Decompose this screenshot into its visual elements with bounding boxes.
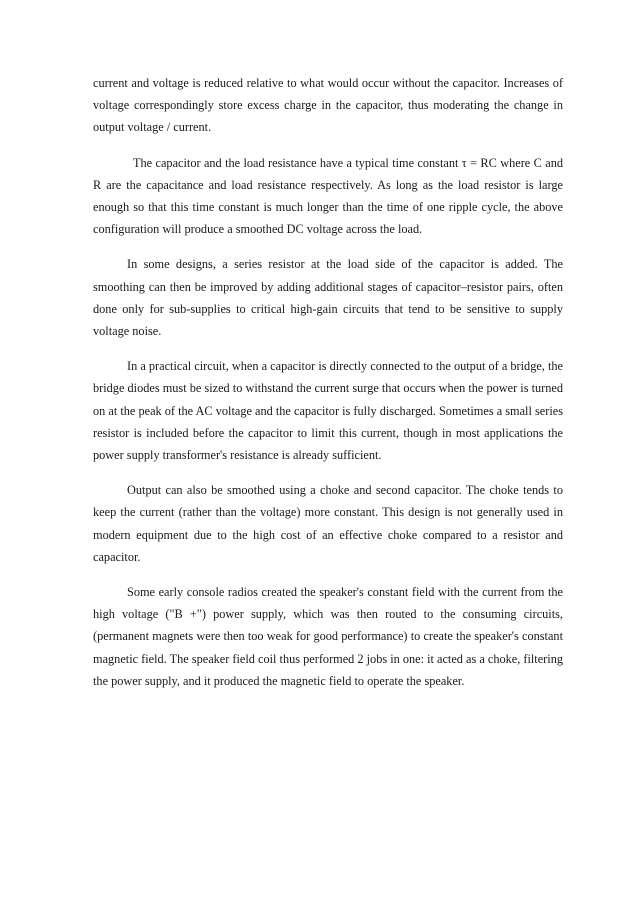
paragraph-series-resistor: In some designs, a series resistor at the load side of the capacitor is added. The smoothing can then be improved by adding additional stages of capacitor–resistor pairs, often done only for sub-supplies to critical high-gain circuits that tend to be sensitive to supply voltage noise. <box>93 257 563 339</box>
paragraph-choke-smoothing: Output can also be smoothed using a choke and second capacitor. The choke tends to keep the current (rather than the voltage) more constant. This design is not generally used in modern equipment due to the high cost of an effective choke compared to a resistor and capacitor. <box>93 483 563 564</box>
paragraph-console-radios: Some early console radios created the speaker's constant field with the current from the high voltage ("B +") power supply, which was then routed to the consuming circuits, (permanent magnets were then too weak for good performance) to create the speaker's constant magnetic field. The speaker field coil thus performed 2 jobs in one: it acted as a choke, filtering the power supply, and it produced the magnetic field to operate the speaker. <box>93 585 563 688</box>
body-text <box>93 72 563 705</box>
paragraph-practical-circuit: In a practical circuit, when a capacitor is directly connected to the output of a bridge, the bridge diodes must be sized to withstand the current surge that occurs when the power is turned on at the peak of the AC voltage and the capacitor is fully discharged. Sometimes a small series resistor is included before the capacitor to limit this current, though in most applications the power supply transformer's resistance is already sufficient. <box>93 359 563 463</box>
paragraph-time-constant: The capacitor and the load resistance have a typical time constant τ = RC where C and R are the capacitance and load resistance respectively. As long as the load resistor is large enough so that this time constant is much longer than the time of one ripple cycle, the above configuration will produce a smoothed DC voltage across the load. <box>93 155 563 237</box>
paragraph-capacitor-moderation: current and voltage is reduced relative to what would occur without the capacitor. Increases of voltage correspondingly store excess charge in the capacitor, thus moderating the change in output voltage / current. <box>93 76 563 135</box>
